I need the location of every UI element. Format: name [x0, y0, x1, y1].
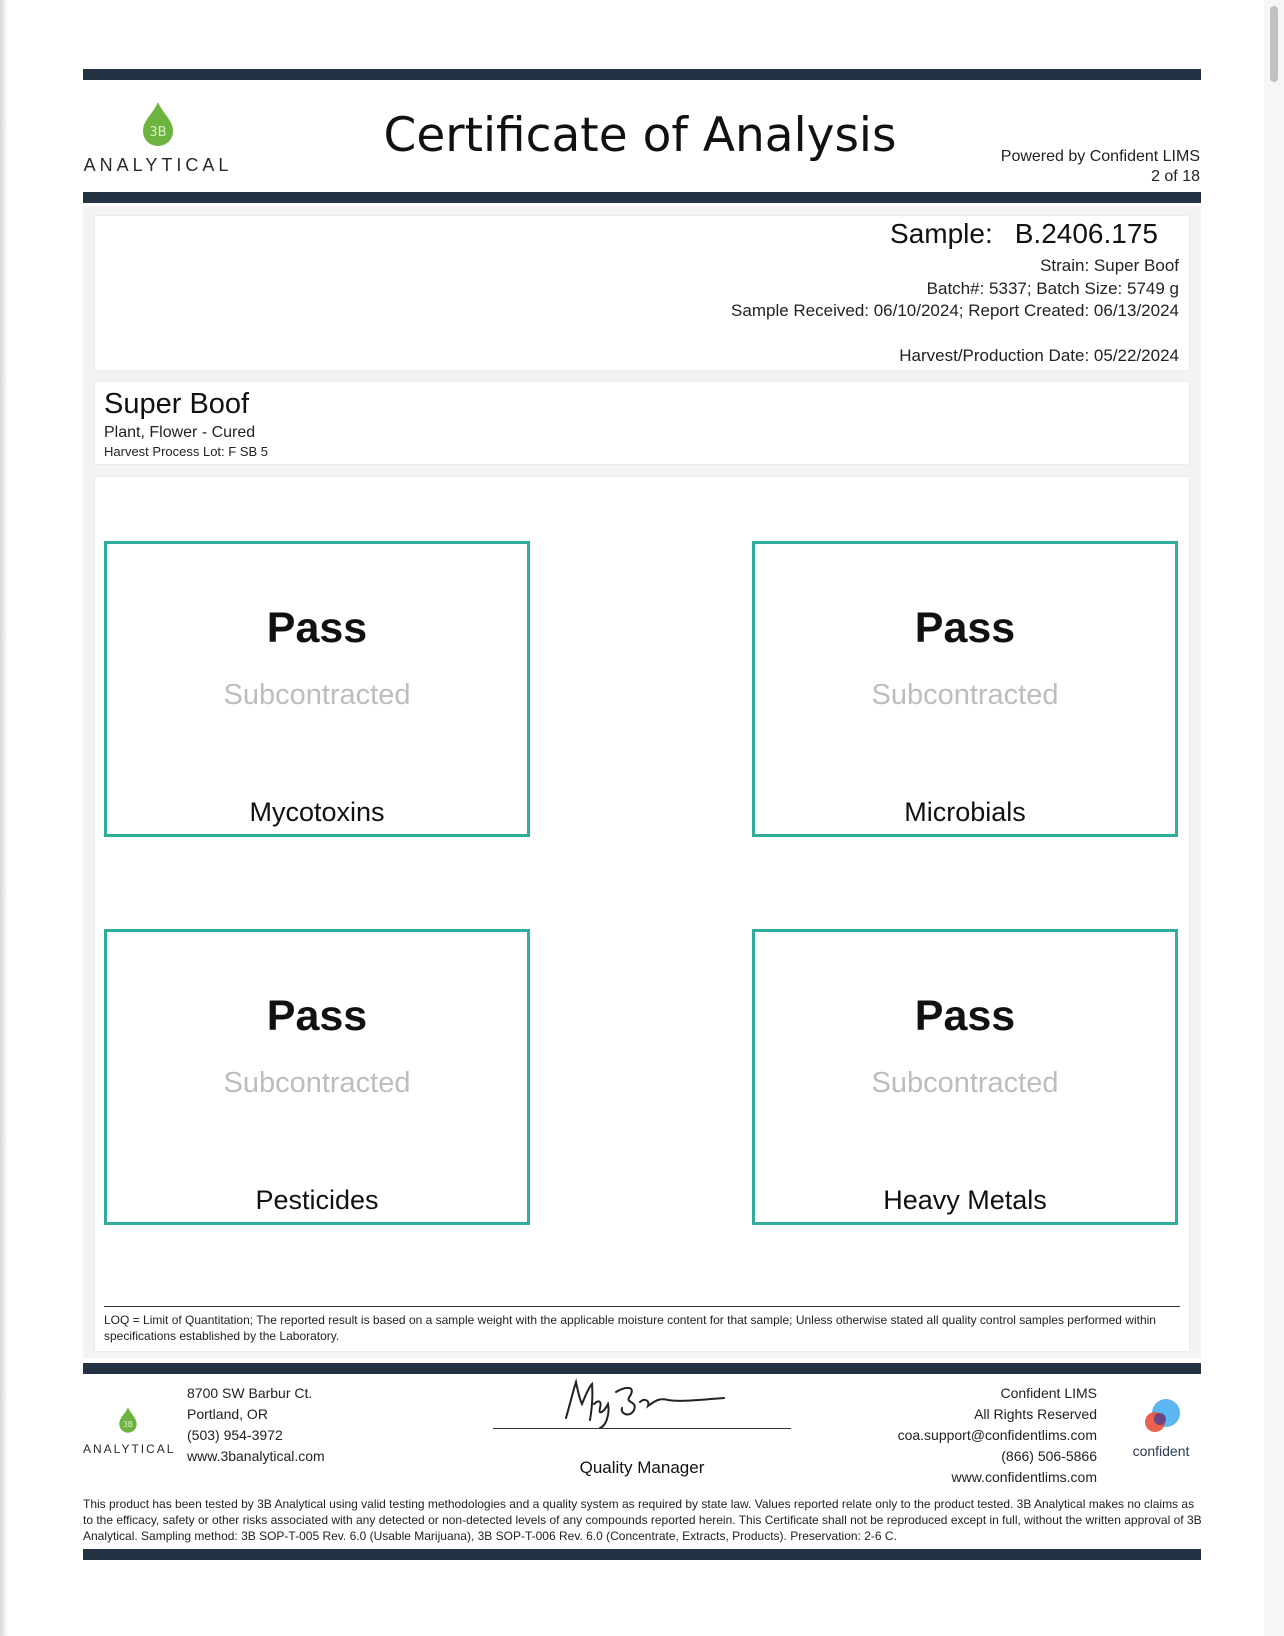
result-note: Subcontracted: [871, 679, 1059, 711]
3b-analytical-logo: [83, 100, 233, 176]
result-card-pesticides: [104, 929, 530, 1225]
result-status: Pass: [914, 604, 1016, 652]
page-edge: [0, 0, 8, 1636]
result-status: Pass: [266, 992, 368, 1040]
product-name: Super Boof: [104, 388, 250, 420]
loq-divider: [104, 1306, 1180, 1307]
address-phone: (503) 954-3972: [187, 1427, 283, 1443]
address-website[interactable]: www.3banalytical.com: [187, 1448, 325, 1464]
result-test-name: Pesticides: [255, 1185, 379, 1215]
footer-logo-wordmark: ANALYTICAL: [83, 1442, 176, 1456]
result-card-microbials: [752, 541, 1178, 837]
strain: Strain: Super Boof: [1040, 256, 1179, 275]
lims-email[interactable]: coa.support@confidentlims.com: [897, 1427, 1097, 1443]
harvest-lot: Harvest Process Lot: F SB 5: [104, 444, 269, 459]
powered-by: [1001, 147, 1200, 187]
footer-divider-bar: [83, 1363, 1201, 1374]
harvest-date: Harvest/Production Date: 05/22/2024: [899, 346, 1179, 365]
result-test-name: Microbials: [904, 797, 1026, 827]
lims-phone: (866) 506-5866: [1001, 1448, 1097, 1464]
address-street: 8700 SW Barbur Ct.: [187, 1385, 313, 1401]
lab-address: [187, 1383, 325, 1467]
product-type: Plant, Flower - Cured: [104, 424, 256, 441]
leaf-logo-icon: [139, 100, 177, 148]
footer-3b-logo: [83, 1405, 176, 1456]
legal-disclaimer: This product has been tested by 3B Analytical using valid testing methodologies and a quality system as required by state law. Values reported relate only to the product tested. 3B Analytical makes no claims as to the efficacy, safety or other risks associated with any detected or non-detected levels of any compounds reported herein. This Certificate shall not be reproduced except in full, without the written approval of 3B Analytical. Sampling method: 3B SOP-T-005 Rev. 6.0 (Usable Marijuana), 3B SOP-T-006 Rev. 6.0 (Concentrate, Extracts, Products). Preservation: 2-6 C.: [83, 1497, 1202, 1543]
lims-rights: All Rights Reserved: [974, 1406, 1097, 1422]
signature-line: [493, 1428, 791, 1429]
signature-image: [560, 1374, 730, 1430]
result-status: Pass: [914, 992, 1016, 1040]
scrollbar[interactable]: [1264, 0, 1284, 1636]
sample-id: [890, 218, 1158, 250]
result-card-mycotoxins: [104, 541, 530, 837]
confident-logo: [1121, 1398, 1201, 1459]
lims-website[interactable]: www.confidentlims.com: [951, 1469, 1097, 1485]
top-divider-bar: [83, 69, 1201, 80]
lims-contact: [898, 1383, 1097, 1488]
confident-logo-icon: [1138, 1398, 1184, 1436]
result-test-name: Heavy Metals: [883, 1185, 1047, 1215]
powered-by-label: Powered by Confident LIMS: [1000, 148, 1200, 165]
loq-note: LOQ = Limit of Quantitation; The reported result is based on a sample weight with the applicable moisture content for that sample; Unless otherwise stated all quality control samples performed within specifications established by the Laboratory.: [104, 1313, 1156, 1343]
logo-wordmark: ANALYTICAL: [83, 155, 233, 175]
signature-title: Quality Manager: [579, 1458, 705, 1477]
lims-name: Confident LIMS: [1000, 1385, 1097, 1401]
result-note: Subcontracted: [871, 1067, 1059, 1099]
page-indicator: 2 of 18: [1151, 168, 1200, 185]
batch-info: Batch#: 5337; Batch Size: 5749 g: [926, 279, 1179, 298]
page-title: Certificate of Analysis: [383, 108, 897, 163]
result-card-heavy-metals: [752, 929, 1178, 1225]
header-divider-bar: [83, 192, 1201, 203]
sample-label: Sample:: [890, 218, 993, 249]
scrollbar-thumb[interactable]: [1270, 6, 1278, 82]
leaf-logo-icon: [117, 1405, 139, 1435]
svg-text:3B: 3B: [123, 1419, 133, 1429]
address-city: Portland, OR: [187, 1406, 268, 1422]
svg-text:3B: 3B: [149, 125, 167, 140]
sample-dates: Sample Received: 06/10/2024; Report Created: 06/13/2024: [731, 301, 1179, 320]
result-test-name: Mycotoxins: [249, 797, 385, 827]
confident-wordmark: confident: [1132, 1443, 1190, 1459]
bottom-divider-bar: [83, 1549, 1201, 1560]
result-note: Subcontracted: [223, 1067, 411, 1099]
result-status: Pass: [266, 604, 368, 652]
sample-number: B.2406.175: [1014, 218, 1158, 249]
result-note: Subcontracted: [223, 679, 411, 711]
